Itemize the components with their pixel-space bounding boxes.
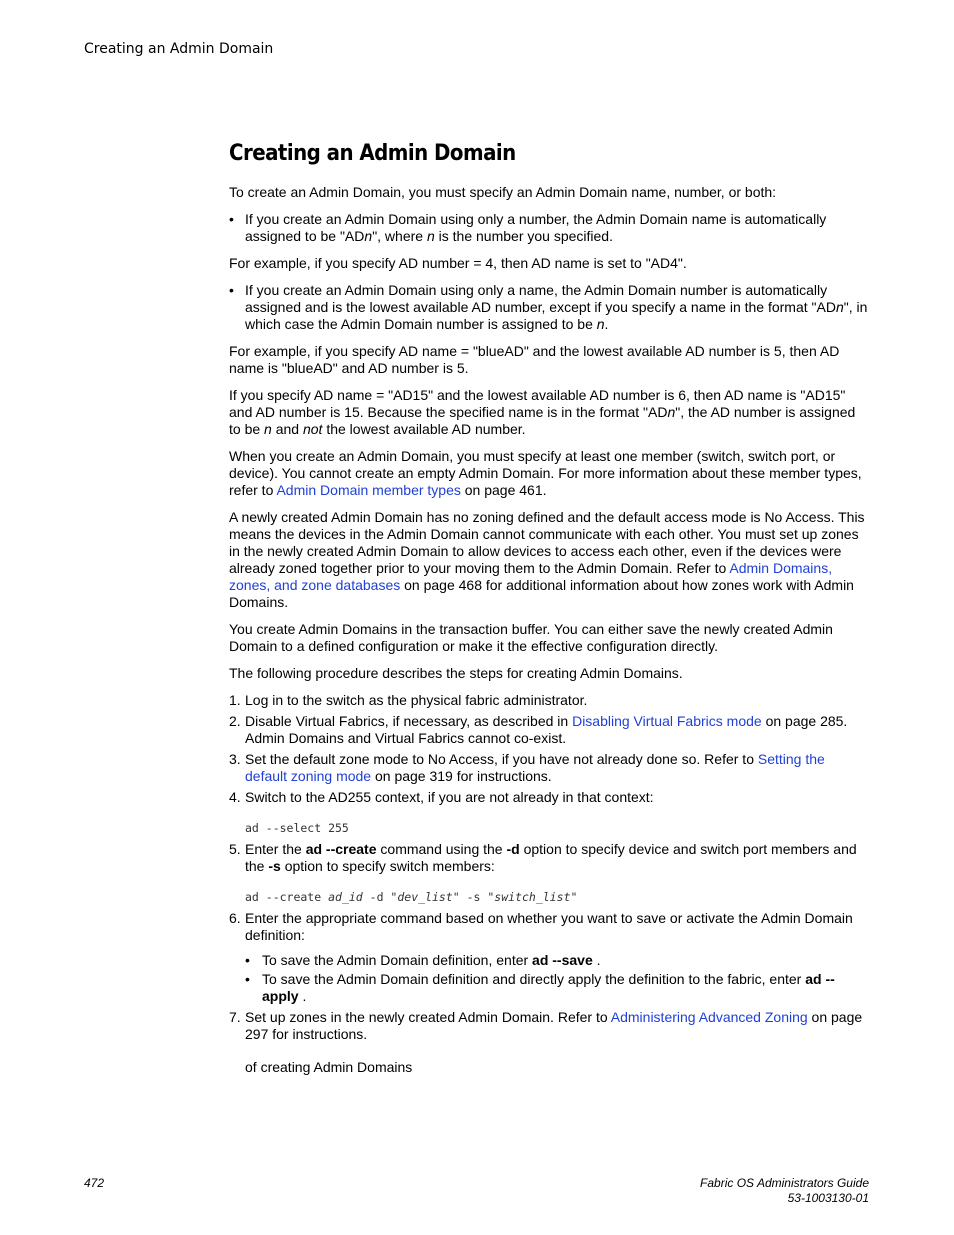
zoning-paragraph: A newly created Admin Domain has no zoning defined and the default access mode is No Access. This means the devices in the Admin Domain cannot communicate with each other. You must set up zones in the newly created Admin Domain to allow devices to access each other, even if the devices were already zoned together prior to your moving them to the Admin Domain. Refer to Admin Domains, zones, and zone databases on page 468 for additional information about how zones work with Admin Domains.	[229, 509, 865, 610]
bullet-dot: •	[245, 952, 250, 968]
bullet-dot: •	[245, 971, 250, 987]
page-content	[229, 140, 869, 1086]
step-6-options	[245, 952, 869, 1005]
example-name: For example, if you specify AD name = "blueAD" and the lowest available AD number is 5, then AD name is "blueAD" and AD number is 5.	[229, 343, 840, 376]
step-3: 3. Set the default zone mode to No Access, if you have not already done so. Refer to Setting the default zoning mode on page 319 for instructions.	[229, 751, 825, 784]
bullet-name-only: • If you create an Admin Domain using only a name, the Admin Domain number is automatically assigned and is the lowest available AD number, except if you specify a name in the format "ADn", in which case the Admin Domain number is assigned to be n.	[229, 282, 868, 332]
bullet-dot: •	[229, 211, 234, 227]
section-title: Creating an Admin Domain	[229, 141, 516, 166]
sub-bullet-save: • To save the Admin Domain definition, enter ad --save .	[245, 952, 601, 968]
guide-title: Fabric OS Administrators Guide	[700, 1176, 869, 1190]
sub-bullet-apply: • To save the Admin Domain definition and directly apply the definition to the fabric, enter ad --apply .	[245, 971, 835, 1004]
example-number: For example, if you specify AD number = 4, then AD name is set to "AD4".	[229, 255, 687, 271]
transaction-buffer-paragraph: You create Admin Domains in the transaction buffer. You can either save the newly created Admin Domain to a defined configuration or make it the effective configuration directly.	[229, 621, 833, 654]
step-7: 7. Set up zones in the newly created Admin Domain. Refer to Administering Advanced Zoning on page 297 for instructions.	[229, 1009, 863, 1042]
procedure-intro: The following procedure describes the steps for creating Admin Domains.	[229, 665, 683, 681]
code-ad-select: ad --select 255	[245, 821, 349, 835]
bullet-dot: •	[229, 282, 234, 298]
trailing-text: of creating Admin Domains	[245, 1059, 413, 1075]
link-admin-domains-zones[interactable]: Admin Domains, zones, and zone databases	[229, 560, 833, 593]
intro-paragraph: To create an Admin Domain, you must specify an Admin Domain name, number, or both:	[229, 184, 777, 200]
code-ad-create: ad --create ad_id -d "dev_list" -s "switch_list"	[245, 890, 578, 904]
doc-number: 53-1003130-01	[787, 1191, 869, 1205]
page-number: 472	[84, 1176, 105, 1190]
link-disabling-virtual-fabrics[interactable]: Disabling Virtual Fabrics mode	[572, 713, 762, 729]
members-paragraph: When you create an Admin Domain, you must specify at least one member (switch, switch port, or device). You cannot create an empty Admin Domain. For more information about these member types, refer to Admin Domain member types on page 461.	[229, 448, 862, 498]
step-5: 5. Enter the ad --create command using the -d option to specify device and switch port members and the -s option to specify switch members:	[229, 841, 857, 874]
link-admin-domain-member-types[interactable]: Admin Domain member types	[276, 482, 461, 498]
step-6: 6. Enter the appropriate command based on whether you want to save or activate the Admin Domain definition: • To save the Admin Domain definition, enter ad --save . • To save the Admin Domain definition and directly apply the definition to the fabric, enter ad --apply .	[229, 910, 869, 1005]
example-adn-format: If you specify AD name = "AD15" and the lowest available AD number is 6, then AD name is "AD15" and AD number is 15. Because the specified name is in the format "ADn", the AD number is assigned to be n and not the lowest available AD number.	[229, 387, 856, 437]
step-1: 1. Log in to the switch as the physical fabric administrator.	[229, 692, 588, 708]
link-administering-advanced-zoning[interactable]: Administering Advanced Zoning	[610, 1009, 808, 1025]
link-setting-default-zoning-mode[interactable]: Setting the default zoning mode	[245, 751, 825, 784]
running-header: Creating an Admin Domain	[84, 41, 274, 57]
step-2: 2. Disable Virtual Fabrics, if necessary, as described in Disabling Virtual Fabrics mode on page 285. Admin Domains and Virtual Fabrics cannot co-exist.	[229, 713, 848, 746]
footer-doc-info	[700, 1176, 869, 1206]
bullet-number-only: • If you create an Admin Domain using only a number, the Admin Domain name is automatically assigned to be "ADn", where n is the number you specified.	[229, 211, 827, 244]
step-4: 4. Switch to the AD255 context, if you are not already in that context:	[229, 789, 654, 805]
